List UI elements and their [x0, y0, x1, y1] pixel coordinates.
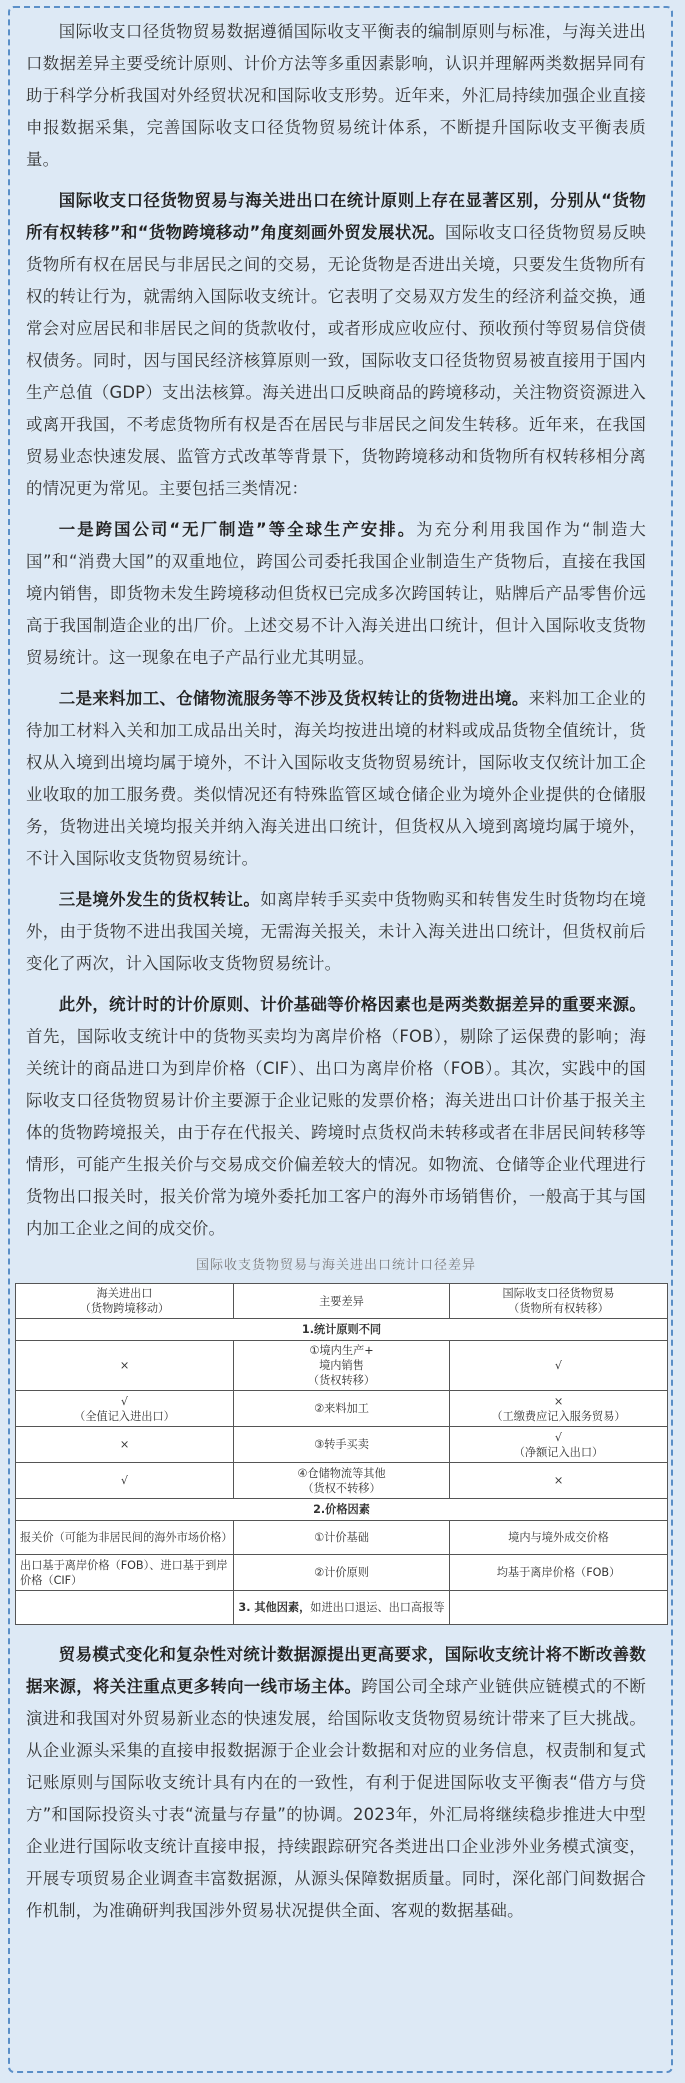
paragraph-intro: [26, 16, 646, 176]
cell-empty: [450, 1591, 668, 1625]
section-1-label: 1.统计原则不同: [16, 1319, 668, 1341]
case-1-heading: 一是跨国公司“无厂制造”等全球生产安排。: [58, 520, 417, 539]
table-row: [16, 1427, 668, 1463]
table-row: [16, 1463, 668, 1499]
pricing-heading: 此外，统计时的计价原则、计价基础等价格因素也是两类数据差异的重要来源。: [58, 995, 646, 1014]
comparison-table: [15, 1283, 668, 1625]
section-row-principles: [16, 1319, 668, 1341]
cell-difference: ③转手买卖: [234, 1427, 450, 1463]
cell-difference: ④仓储物流等其他 （货权不转移）: [234, 1463, 450, 1499]
paragraph-closing: [26, 1639, 646, 1927]
cell-customs: ×: [16, 1427, 234, 1463]
section-2-label: 2.价格因素: [16, 1499, 668, 1521]
table-header-row: [16, 1284, 668, 1319]
case-1-text: 为充分利用我国作为“制造大国”和“消费大国”的双重地位，跨国公司委托我国企业制造生产货物后，直接在我国境内销售，即货物未发生跨境移动但货权已完成多次跨国转让，贴牌后产品零售价远高于我国制造企业的出厂价。上述交易不计入海关进出口统计，但计入国际收支货物贸易统计。这一现象在电子产品行业尤其明显。: [26, 520, 647, 667]
paragraph-case-3: [26, 884, 646, 980]
cell-customs: √: [16, 1463, 234, 1499]
cell-difference: ①境内生产+ 境内销售 （货权转移）: [234, 1341, 450, 1391]
pricing-text: 首先，国际收支统计中的货物买卖均为离岸价格（FOB），剔除了运保费的影响；海关统计的商品进口为到岸价格（CIF）、出口为离岸价格（FOB）。其次，实践中的国际收支口径货物贸易计价主要源于企业记账的发票价格；海关进出口计价基于报关主体的货物跨境报关，由于存在代报关、跨境时点货权尚未转移或者在非居民间转移等情形，可能产生报关价与交易成交价偏差较大的情况。如物流、仓储等企业代理进行货物出口报关时，报关价常为境外委托加工客户的海外市场销售价，一般高于其与国内加工企业之间的成交价。: [26, 1027, 646, 1238]
closing-heading: 贸易模式变化和复杂性对统计数据源提出更高要求，国际收支统计将不断改善数据来源，将关注重点更多转向一线市场主体。: [26, 1645, 646, 1696]
paragraph-pricing: [26, 989, 646, 1245]
principles-heading: 国际收支口径货物贸易与海关进出口在统计原则上存在显著区别，分别从“货物所有权转移”和“货物跨境移动”角度刻画外贸发展状况。: [26, 191, 646, 242]
cell-customs: ×: [16, 1341, 234, 1391]
header-customs: 海关进出口 （货物跨境移动）: [16, 1284, 234, 1319]
table-row: [16, 1341, 668, 1391]
cell-bop: √ （净额记入出口）: [450, 1427, 668, 1463]
section-3-label: [234, 1591, 450, 1625]
case-2-text: 来料加工企业的待加工材料入关和加工成品出关时，海关均按进出境的材料或成品货物全值统计，货权从入境到出境均属于境外，不计入国际收支货物贸易统计，国际收支仅统计加工企业收取的加工服务费。类似情况还有特殊监管区域仓储企业为境外企业提供的仓储服务，货物进出关境均报关并纳入海关进出口统计，但货权从入境到离境均属于境外，不计入国际收支货物贸易统计。: [26, 689, 646, 868]
table-row: [16, 1391, 668, 1427]
section-row-price: [16, 1499, 668, 1521]
table-row: [16, 1521, 668, 1555]
section-3-text: 如进出口退运、出口高报等: [310, 1601, 445, 1614]
paragraph-principles: [26, 185, 646, 505]
cell-bop: ×: [450, 1463, 668, 1499]
paragraph-case-1: [26, 514, 646, 674]
cell-bop: 均基于离岸价格（FOB）: [450, 1555, 668, 1591]
table-title: 国际收支货物贸易与海关进出口统计口径差异: [195, 1258, 476, 1273]
section-3-bold: 3. 其他因素，: [238, 1601, 311, 1614]
header-differences: 主要差异: [234, 1284, 450, 1319]
cell-difference: ①计价基础: [234, 1521, 450, 1555]
header-bop: 国际收支口径货物贸易 （货物所有权转移）: [450, 1284, 668, 1319]
table-row: [16, 1555, 668, 1591]
case-2-heading: 二是来料加工、仓储物流服务等不涉及货权转让的货物进出境。: [58, 689, 529, 708]
cell-customs: 报关价（可能为非居民间的海外市场价格）: [16, 1521, 234, 1555]
cell-bop: 境内与境外成交价格: [450, 1521, 668, 1555]
cell-difference: ②来料加工: [234, 1391, 450, 1427]
article-content: [20, 16, 647, 1936]
case-3-heading: 三是境外发生的货权转让。: [58, 890, 261, 909]
paragraph-case-2: [26, 683, 646, 875]
case-3-text: 如离岸转手买卖中货物购买和转售发生时货物均在境外，由于货物不进出我国关境，无需海关报关，未计入海关进出口统计，但货权前后变化了两次，计入国际收支货物贸易统计。: [26, 890, 646, 973]
closing-text: 跨国公司全球产业链供应链模式的不断演进和我国对外贸易新业态的快速发展，给国际收支货物贸易统计带来了巨大挑战。从企业源头采集的直接申报数据源于企业会计数据和对应的业务信息，权责制和复式记账原则与国际收支统计具有内在的一致性，有利于促进国际收支平衡表“借方与贷方”和国际投资头寸表“流量与存量”的协调。2023年，外汇局将继续稳步推进大中型企业进行国际收支统计直接申报，持续跟踪研究各类进出口企业涉外业务模式演变，开展专项贸易企业调查丰富数据源，从源头保障数据质量。同时，深化部门间数据合作机制，为准确研判我国涉外贸易状况提供全面、客观的数据基础。: [26, 1677, 647, 1920]
cell-bop: √: [450, 1341, 668, 1391]
intro-text: 国际收支口径货物贸易数据遵循国际收支平衡表的编制原则与标准，与海关进出口数据差异主要受统计原则、计价方法等多重因素影响，认识并理解两类数据异同有助于科学分析我国对外经贸状况和国际收支形势。近年来，外汇局持续加强企业直接申报数据采集，完善国际收支口径货物贸易统计体系，不断提升国际收支平衡表质量。: [26, 22, 646, 169]
cell-bop: × （工缴费应记入服务贸易）: [450, 1391, 668, 1427]
cell-customs: 出口基于离岸价格（FOB）、进口基于到岸价格（CIF）: [16, 1555, 234, 1591]
section-row-other: [16, 1591, 668, 1625]
cell-customs: √ （全值记入进出口）: [16, 1391, 234, 1427]
cell-difference: ②计价原则: [234, 1555, 450, 1591]
cell-empty: [16, 1591, 234, 1625]
principles-text: 国际收支口径货物贸易反映货物所有权在居民与非居民之间的交易，无论货物是否进出关境，只要发生货物所有权的转让行为，就需纳入国际收支统计。它表明了交易双方发生的经济利益交换，通常会对应居民和非居民之间的货款收付，或者形成应收应付、预收预付等贸易信贷债权债务。同时，因与国民经济核算原则一致，国际收支口径货物贸易被直接用于国内生产总值（GDP）支出法核算。海关进出口反映商品的跨境移动，关注物资资源进入或离开我国，不考虑货物所有权是否在居民与非居民之间发生转移。近年来，在我国贸易业态快速发展、监管方式改革等背景下，货物跨境移动和货物所有权转移相分离的情况更为常见。主要包括三类情况：: [26, 223, 647, 498]
